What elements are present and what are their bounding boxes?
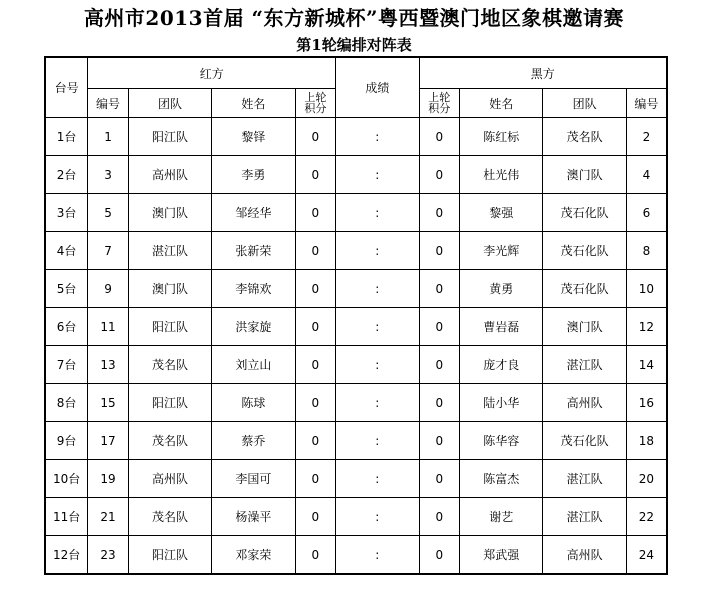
red-name-cell: 刘立山: [212, 346, 295, 384]
header-red-side: 红方: [88, 57, 336, 89]
document-subtitle: 第1轮编排对阵表: [296, 36, 412, 54]
black-team-cell: 澳门队: [543, 308, 626, 346]
red-id-cell: 23: [88, 536, 129, 575]
black-prev-score-cell: 0: [419, 232, 460, 270]
header-black-id: 编号: [626, 89, 667, 118]
black-id-cell: 8: [626, 232, 667, 270]
table-row: [45, 384, 667, 422]
table-number-cell: 7台: [45, 346, 88, 384]
black-name-cell: 李光辉: [460, 232, 543, 270]
black-name-cell: 黄勇: [460, 270, 543, 308]
red-name-cell: 杨澡平: [212, 498, 295, 536]
red-id-cell: 13: [88, 346, 129, 384]
red-prev-score-cell: 0: [295, 460, 336, 498]
table-row: [45, 118, 667, 156]
black-name-cell: 郑武强: [460, 536, 543, 575]
red-name-cell: 邓家荣: [212, 536, 295, 575]
red-prev-score-cell: 0: [295, 232, 336, 270]
black-prev-score-cell: 0: [419, 156, 460, 194]
red-id-cell: 5: [88, 194, 129, 232]
header-red-name: 姓名: [212, 89, 295, 118]
result-cell: :: [336, 498, 419, 536]
result-cell: :: [336, 232, 419, 270]
black-id-cell: 18: [626, 422, 667, 460]
header-black-name: 姓名: [460, 89, 543, 118]
red-name-cell: 李锦欢: [212, 270, 295, 308]
black-prev-score-cell: 0: [419, 346, 460, 384]
table-row: [45, 156, 667, 194]
header-black-team: 团队: [543, 89, 626, 118]
red-name-cell: 洪家旋: [212, 308, 295, 346]
table-number-cell: 10台: [45, 460, 88, 498]
red-id-cell: 17: [88, 422, 129, 460]
red-prev-score-cell: 0: [295, 156, 336, 194]
black-name-cell: 陈富杰: [460, 460, 543, 498]
table-row: [45, 346, 667, 384]
black-team-cell: 茂石化队: [543, 422, 626, 460]
table-number-cell: 1台: [45, 118, 88, 156]
black-id-cell: 22: [626, 498, 667, 536]
result-cell: :: [336, 422, 419, 460]
red-name-cell: 陈球: [212, 384, 295, 422]
table-row: [45, 194, 667, 232]
black-id-cell: 24: [626, 536, 667, 575]
black-id-cell: 4: [626, 156, 667, 194]
table-number-cell: 9台: [45, 422, 88, 460]
black-prev-score-cell: 0: [419, 422, 460, 460]
red-team-cell: 湛江队: [128, 232, 211, 270]
pairing-table: [44, 56, 668, 575]
black-id-cell: 16: [626, 384, 667, 422]
red-name-cell: 李国可: [212, 460, 295, 498]
black-prev-score-cell: 0: [419, 536, 460, 575]
red-id-cell: 21: [88, 498, 129, 536]
table-number-cell: 4台: [45, 232, 88, 270]
red-team-cell: 茂名队: [128, 422, 211, 460]
red-team-cell: 茂名队: [128, 346, 211, 384]
black-prev-score-cell: 0: [419, 460, 460, 498]
red-name-cell: 蔡乔: [212, 422, 295, 460]
header-red-prev-score-line1: 上轮: [304, 91, 327, 104]
header-red-id: 编号: [88, 89, 129, 118]
red-team-cell: 阳江队: [128, 384, 211, 422]
black-name-cell: 黎强: [460, 194, 543, 232]
red-team-cell: 茂名队: [128, 498, 211, 536]
black-prev-score-cell: 0: [419, 270, 460, 308]
black-prev-score-cell: 0: [419, 498, 460, 536]
table-row: [45, 308, 667, 346]
table-number-cell: 11台: [45, 498, 88, 536]
red-name-cell: 张新荣: [212, 232, 295, 270]
red-prev-score-cell: 0: [295, 118, 336, 156]
table-row: [45, 498, 667, 536]
black-team-cell: 湛江队: [543, 346, 626, 384]
header-result: 成绩: [336, 57, 419, 118]
red-prev-score-cell: 0: [295, 536, 336, 575]
result-cell: :: [336, 536, 419, 575]
black-team-cell: 湛江队: [543, 498, 626, 536]
header-table-no: 台号: [45, 57, 88, 118]
black-prev-score-cell: 0: [419, 384, 460, 422]
black-team-cell: 澳门队: [543, 156, 626, 194]
red-id-cell: 15: [88, 384, 129, 422]
result-cell: :: [336, 270, 419, 308]
table-number-cell: 3台: [45, 194, 88, 232]
black-team-cell: 茂石化队: [543, 270, 626, 308]
black-prev-score-cell: 0: [419, 308, 460, 346]
black-id-cell: 12: [626, 308, 667, 346]
table-row: [45, 460, 667, 498]
black-id-cell: 6: [626, 194, 667, 232]
table-row: [45, 536, 667, 575]
red-id-cell: 7: [88, 232, 129, 270]
red-team-cell: 澳门队: [128, 194, 211, 232]
red-prev-score-cell: 0: [295, 270, 336, 308]
black-prev-score-cell: 0: [419, 194, 460, 232]
table-row: [45, 270, 667, 308]
black-name-cell: 谢艺: [460, 498, 543, 536]
black-name-cell: 曹岩磊: [460, 308, 543, 346]
black-prev-score-cell: 0: [419, 118, 460, 156]
table-number-cell: 6台: [45, 308, 88, 346]
black-team-cell: 高州队: [543, 536, 626, 575]
table-number-cell: 8台: [45, 384, 88, 422]
header-row-top: [45, 57, 667, 89]
table-number-cell: 12台: [45, 536, 88, 575]
table-number-cell: 5台: [45, 270, 88, 308]
header-black-prev-score: [419, 89, 460, 118]
header-black-prev-score-line2: 积分: [428, 102, 451, 115]
red-id-cell: 9: [88, 270, 129, 308]
result-cell: :: [336, 346, 419, 384]
table-row: [45, 422, 667, 460]
red-id-cell: 1: [88, 118, 129, 156]
result-cell: :: [336, 460, 419, 498]
table-row: [45, 232, 667, 270]
black-name-cell: 杜光伟: [460, 156, 543, 194]
result-cell: :: [336, 384, 419, 422]
red-prev-score-cell: 0: [295, 346, 336, 384]
red-name-cell: 邹经华: [212, 194, 295, 232]
header-red-prev-score-line2: 积分: [304, 102, 327, 115]
red-id-cell: 3: [88, 156, 129, 194]
document-title: 高州市2013首届 “东方新城杯”粤西暨澳门地区象棋邀请赛: [83, 6, 625, 30]
red-team-cell: 澳门队: [128, 270, 211, 308]
red-team-cell: 高州队: [128, 156, 211, 194]
result-cell: :: [336, 194, 419, 232]
black-team-cell: 高州队: [543, 384, 626, 422]
black-team-cell: 茂石化队: [543, 194, 626, 232]
black-name-cell: 陆小华: [460, 384, 543, 422]
header-red-team: 团队: [128, 89, 211, 118]
header-black-side: 黑方: [419, 57, 667, 89]
header-black-prev-score-line1: 上轮: [428, 91, 451, 104]
red-name-cell: 黎铎: [212, 118, 295, 156]
header-red-prev-score: [295, 89, 336, 118]
black-id-cell: 20: [626, 460, 667, 498]
red-prev-score-cell: 0: [295, 384, 336, 422]
red-team-cell: 阳江队: [128, 118, 211, 156]
red-prev-score-cell: 0: [295, 498, 336, 536]
red-team-cell: 高州队: [128, 460, 211, 498]
black-id-cell: 10: [626, 270, 667, 308]
black-name-cell: 陈红标: [460, 118, 543, 156]
red-team-cell: 阳江队: [128, 308, 211, 346]
red-team-cell: 阳江队: [128, 536, 211, 575]
black-team-cell: 湛江队: [543, 460, 626, 498]
black-id-cell: 14: [626, 346, 667, 384]
red-prev-score-cell: 0: [295, 194, 336, 232]
result-cell: :: [336, 118, 419, 156]
red-prev-score-cell: 0: [295, 308, 336, 346]
result-cell: :: [336, 156, 419, 194]
black-name-cell: 陈华容: [460, 422, 543, 460]
black-id-cell: 2: [626, 118, 667, 156]
red-id-cell: 19: [88, 460, 129, 498]
black-team-cell: 茂名队: [543, 118, 626, 156]
black-name-cell: 庞才良: [460, 346, 543, 384]
red-name-cell: 李勇: [212, 156, 295, 194]
red-id-cell: 11: [88, 308, 129, 346]
table-number-cell: 2台: [45, 156, 88, 194]
black-team-cell: 茂石化队: [543, 232, 626, 270]
red-prev-score-cell: 0: [295, 422, 336, 460]
result-cell: :: [336, 308, 419, 346]
